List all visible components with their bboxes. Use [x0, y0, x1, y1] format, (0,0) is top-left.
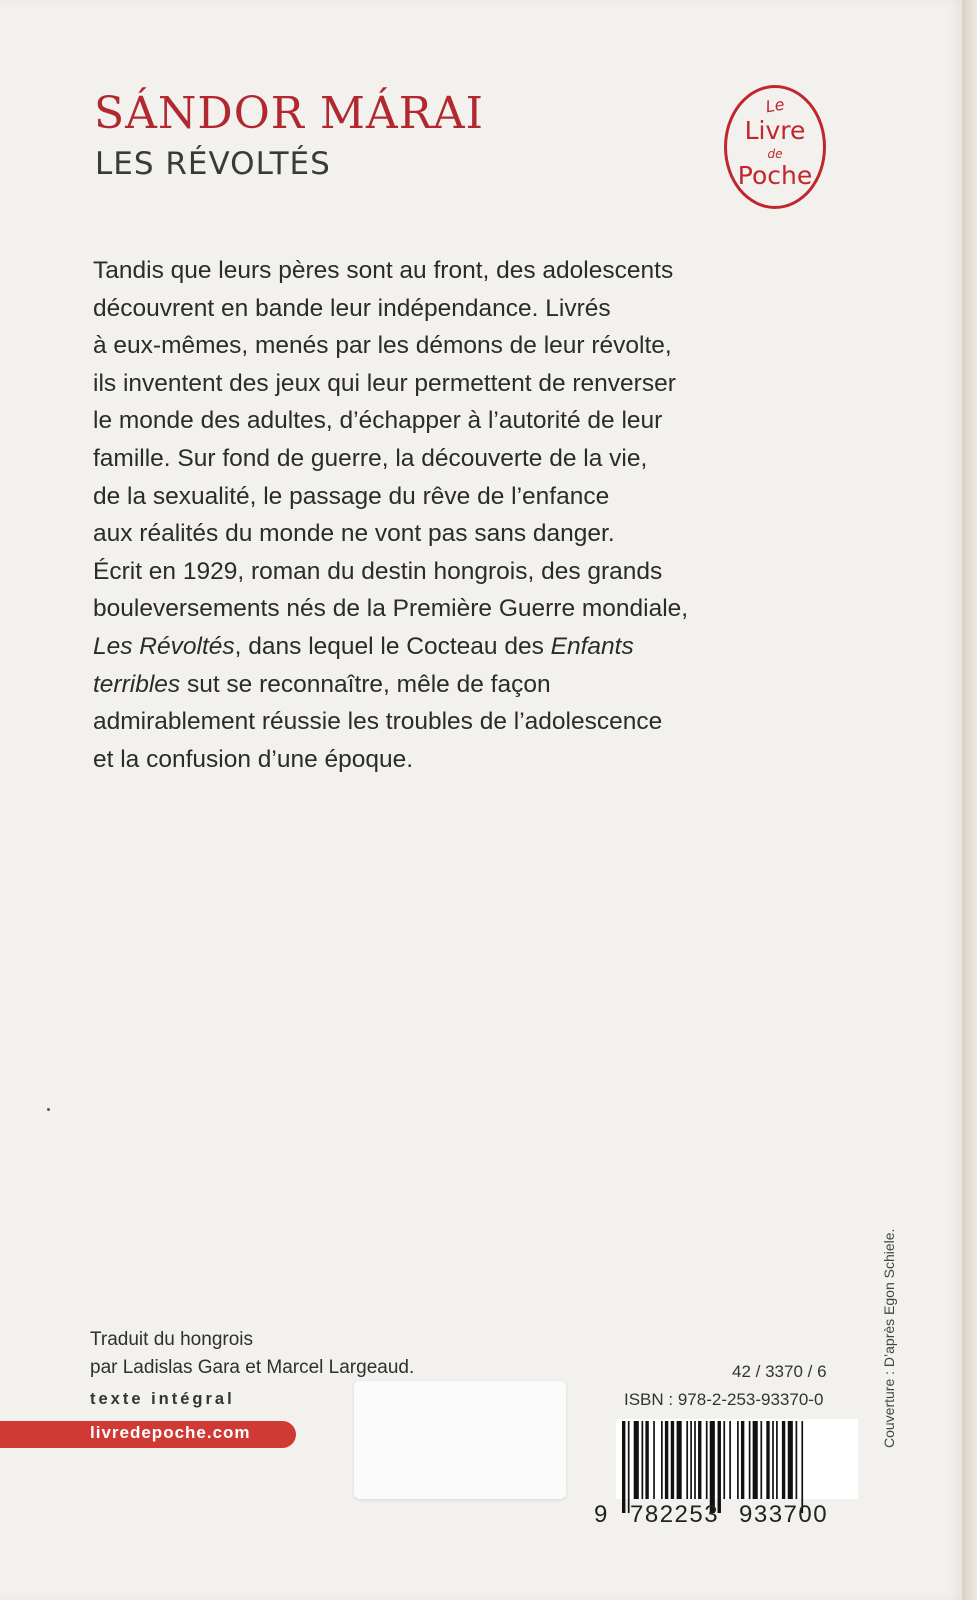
speck — [47, 1108, 50, 1111]
blurb-line: famille. Sur fond de guerre, la découverte de la vie, — [93, 444, 648, 472]
full-text-label: texte intégral — [90, 1390, 235, 1408]
barcode-bar — [801, 1421, 803, 1513]
blurb-line: ils inventent des jeux qui leur permettent de renverser — [93, 369, 676, 397]
cover-credit-text: Couverture : D’après Egon Schiele. — [881, 1228, 897, 1448]
blurb-line: à eux-mêmes, menés par les démons de leur révolte, — [93, 332, 672, 360]
barcode-bar — [753, 1421, 758, 1499]
blurb-text: , dans lequel le Cocteau des — [234, 632, 551, 660]
barcode-bar — [686, 1421, 688, 1499]
website-link[interactable]: livredepoche.com — [90, 1423, 251, 1442]
translation-credit — [90, 1326, 414, 1382]
ean-group-1: 782253 — [630, 1501, 720, 1527]
isbn-barcode — [592, 1419, 858, 1527]
barcode-bar — [723, 1421, 725, 1499]
logo-de: de — [767, 147, 783, 161]
blurb-line: admirablement réussie les troubles de l’adolescence — [93, 708, 663, 736]
blurb-line: le monde des adultes, d’échapper à l’autorité de leur — [93, 407, 663, 435]
barcode-bar — [760, 1421, 762, 1499]
barcode-bar — [766, 1421, 769, 1499]
italic-title-enfants: Enfants — [550, 632, 634, 660]
translation-line-2: par Ladislas Gara et Marcel Largeaud. — [90, 1357, 415, 1378]
barcode-bar — [772, 1421, 774, 1499]
blurb-line: aux réalités du monde ne vont pas sans danger. — [93, 520, 615, 548]
blurb-line — [93, 666, 833, 704]
barcode-bar — [622, 1421, 625, 1513]
barcode-bar — [782, 1421, 785, 1499]
barcode-bar — [718, 1421, 721, 1513]
blurb-line: Tandis que leurs pères sont au front, des adolescents — [93, 257, 674, 284]
barcode-bar — [653, 1421, 655, 1499]
book-blurb — [93, 252, 833, 778]
blurb-line: de la sexualité, le passage du rêve de l’enfance — [93, 482, 610, 510]
catalog-number: 42 / 3370 / 6 — [732, 1362, 827, 1381]
isbn-number: ISBN : 978-2-253-93370-0 — [624, 1390, 824, 1409]
blurb-line: et la confusion d’une époque. — [93, 745, 414, 773]
barcode-bar — [710, 1421, 715, 1513]
blurb-line: Écrit en 1929, roman du destin hongrois, des grands — [93, 557, 663, 585]
italic-title-les-revoltes: Les Révoltés — [93, 632, 235, 660]
barcode-bar — [706, 1421, 708, 1499]
blurb-line — [93, 628, 833, 666]
author-name: SÁNDOR MÁRAI — [94, 88, 484, 139]
barcode-bar — [634, 1421, 639, 1499]
book-title: LES RÉVOLTÉS — [95, 146, 331, 182]
barcode-bar — [698, 1421, 701, 1499]
barcode-bar — [677, 1421, 682, 1499]
barcode-bar — [690, 1421, 692, 1499]
translation-line-1: Traduit du hongrois — [90, 1329, 254, 1350]
barcode-bar — [694, 1421, 696, 1499]
barcode-bar — [749, 1421, 751, 1499]
barcode-bar — [661, 1421, 663, 1499]
ean-group-2: 933700 — [739, 1501, 829, 1527]
blank-price-sticker — [354, 1381, 566, 1499]
barcode-bar — [665, 1421, 668, 1499]
barcode-bar — [729, 1421, 731, 1499]
blurb-line: découvrent en bande leur indépendance. Livrés — [93, 294, 611, 322]
website-banner — [0, 1421, 296, 1448]
barcode-bar — [741, 1421, 744, 1499]
italic-title-terribles: terribles — [93, 670, 181, 698]
barcode-bar — [671, 1421, 674, 1499]
blurb-line: bouleversements nés de la Première Guerre mondiale, — [93, 595, 689, 623]
blurb-text: sut se reconnaître, mêle de façon — [180, 670, 551, 698]
page-edge — [962, 0, 977, 1600]
ean-first-digit: 9 — [594, 1501, 608, 1527]
barcode-bar — [642, 1421, 644, 1499]
barcode-bar — [737, 1421, 739, 1499]
publisher-logo — [724, 85, 826, 209]
barcode-bar — [645, 1421, 648, 1499]
barcode-bar — [776, 1421, 778, 1499]
cover-credit — [881, 1192, 899, 1448]
logo-livre: Livre — [744, 116, 806, 145]
barcode-bar — [796, 1421, 798, 1499]
logo-poche: Poche — [737, 161, 813, 190]
barcode-bar — [628, 1421, 630, 1513]
barcode-bar — [788, 1421, 793, 1499]
logo-le: Le — [764, 94, 786, 117]
